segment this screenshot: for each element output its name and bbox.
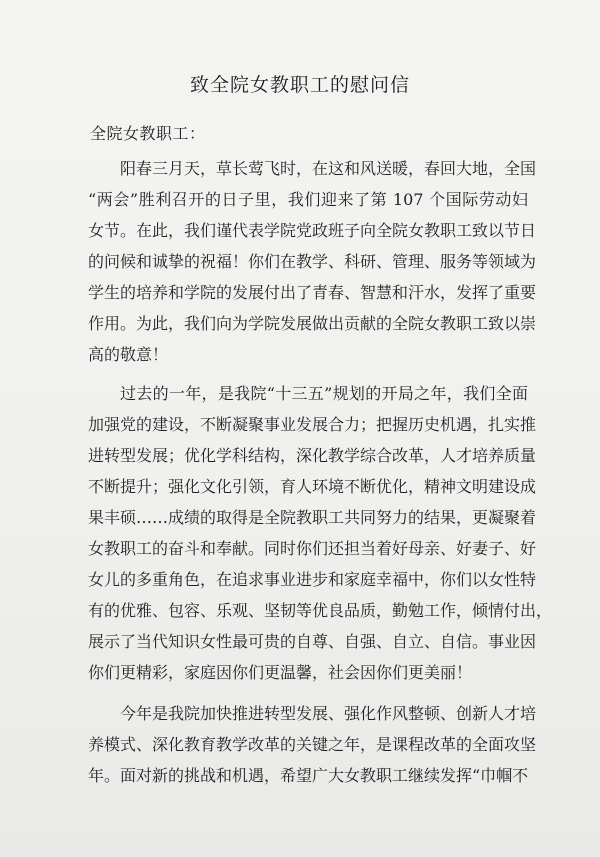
body-line: 进转型发展；优化学科结构，深化教学综合改革，人才培养质量 (88, 446, 537, 465)
body-line: 女节。在此，我们谨代表学院党政班子向全院女教职工致以节日 (88, 221, 537, 240)
body-line: 的问候和诚挚的祝福！你们在教学、科研、管理、服务等领域为 (88, 252, 537, 271)
body-line: “两会”胜利召开的日子里，我们迎来了第 107 个国际劳动妇 (88, 190, 528, 209)
body-line: 展示了当代知识女性最可贵的自尊、自强、自立、自信。事业因 (88, 632, 537, 651)
body-line: 养模式、深化教育教学改革的关键之年，是课程改革的全面攻坚 (88, 735, 537, 754)
body-line: 你们更精彩，家庭因你们更温馨，社会因你们更美丽！ (88, 663, 473, 682)
salutation: 全院女教职工： (90, 124, 206, 143)
body-line: 学生的培养和学院的发展付出了青春、智慧和汗水，发挥了重要 (88, 283, 537, 302)
body-line: 高的敬意！ (88, 345, 169, 364)
letter-title: 致全院女教职工的慰问信 (189, 74, 410, 96)
body-line: 女教职工的奋斗和奉献。同时你们还担当着好母亲、好妻子、好 (88, 539, 537, 558)
body-line: 年。面对新的挑战和机遇，希望广大女教职工继续发挥“巾帼不 (88, 766, 529, 785)
body-line: 今年是我院加快推进转型发展、强化作风整顿、创新人才培 (120, 704, 537, 723)
body-line: 有的优雅、包容、乐观、坚韧等优良品质，勤勉工作，倾情付出， (88, 601, 553, 620)
body-line: 加强党的建设，不断凝聚事业发展合力；把握历史机遇，扎实推 (88, 415, 537, 434)
body-line: 作用。为此，我们向为学院发展做出贡献的全院女教职工致以崇 (88, 314, 537, 333)
body-line: 过去的一年，是我院“十三五”规划的开局之年，我们全面 (120, 384, 528, 403)
body-line: 女儿的多重角色，在追求事业进步和家庭幸福中，你们以女性特 (88, 570, 537, 589)
body-line: 不断提升；强化文化引领，育人环境不断优化，精神文明建设成 (88, 477, 537, 496)
body-line: 果丰硕……成绩的取得是全院教职工共同努力的结果，更凝聚着 (88, 508, 537, 527)
body-line: 阳春三月天，草长莺飞时，在这和风送暖，春回大地，全国 (120, 159, 537, 178)
